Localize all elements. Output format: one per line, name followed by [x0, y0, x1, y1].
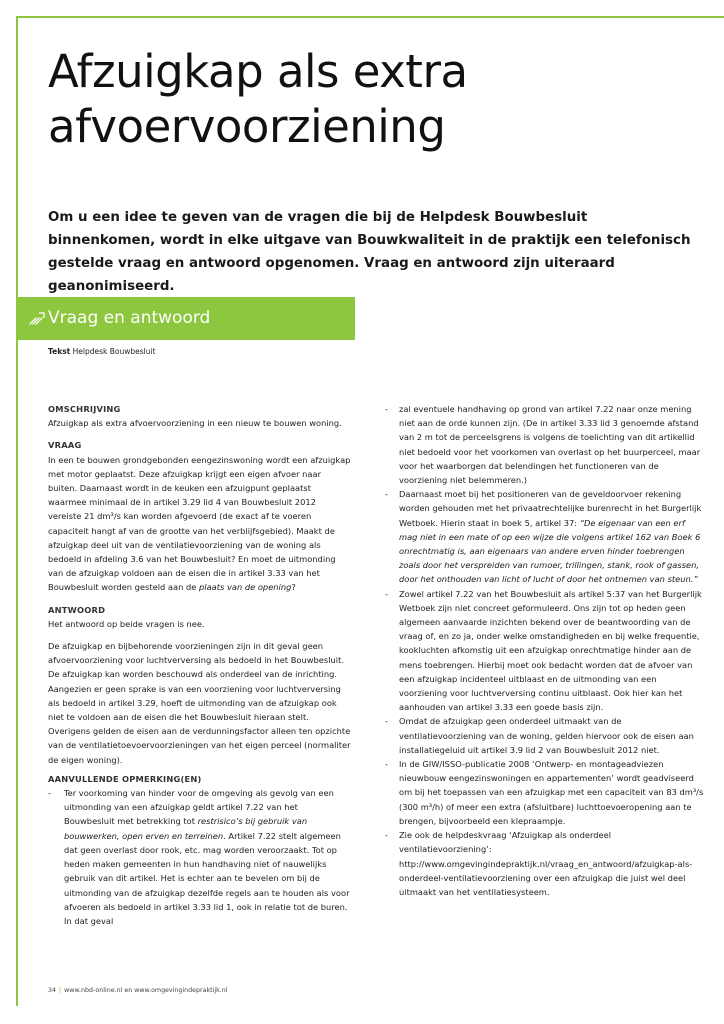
list-item: - Zowel artikel 7.22 van het Bouwbesluit als artikel 5:37 van het Burgerlijk Wetboek zijn niet concreet geformuleerd. Ons zijn tot op heden geen algemeen aanvaarde inzichten bekend over de beantwoording van de vraag of, en zo ja, onder welke omstandigheden en bij welke frequentie, kookluchten afkomstig uit een afzuigkap onrechtmatige hinder aan de mens toebrengen. Hierbij moet ook bedacht worden dat de afvoer van een afzuigkap incidenteel uitblaast en de uitmonding van een voorziening voor luchtverversing continu uitblaast. Ook hier kan het aanhouden van artikel 3.33 een goede basis zijn. [385, 587, 705, 715]
aanvullend-list-2 [385, 487, 705, 899]
antwoord-text-1: Het antwoord op beide vragen is nee. [48, 618, 205, 629]
list-item: - Omdat de afzuigkap geen onderdeel uitmaakt van de ventilatievoorziening van de woning, gelden hiervoor ook de eisen aan installatiegeluid uit artikel 3.9 lid 2 van Bouwbesluit 2012 niet. [385, 714, 705, 757]
intro-paragraph: Om u een idee te geven van de vragen die bij de Helpdesk Bouwbesluit binnenkomen, wordt in elke uitgave van Bouwkwaliteit in de praktijk een telefonisch gestelde vraag en antwoord opgenomen. Vraag en antwoord zijn uiteraard geanonimiseerd. [48, 210, 691, 294]
vraag-italic: plaats van de opening [199, 582, 292, 593]
heading-omschrijving: OMSCHRIJVING [48, 404, 121, 414]
aanvullend-list-continued [385, 402, 705, 487]
heading-aanvullend: AANVULLENDE OPMERKING(EN) [48, 773, 202, 784]
byline [48, 347, 156, 357]
leaf-arrows-icon [27, 309, 49, 329]
left-column [48, 402, 351, 928]
page-number: 34 [48, 987, 57, 994]
page-footer: 34 | www.nbd-online.nl en www.omgevingindepraktijk.nl [48, 987, 228, 994]
heading-antwoord: ANTWOORD [48, 604, 106, 615]
byline-label: Tekst [48, 347, 71, 356]
list-item-continued: - zal eventuele handhaving op grond van artikel 7.22 naar onze mening niet aan de orde kunnen zijn. (De in artikel 3.33 lid 3 genoemde afstand van 2 m tot de perceelsgrens is volgens de toelichting van dit artikellid niet bedoeld voor het voorkomen van overlast op het buurperceel, maar voor het waarborgen dat belendingen het functioneren van de voorziening niet belemmeren.) [385, 402, 705, 487]
title-line-2: afvoervoorziening [48, 100, 446, 153]
list-item: - Daarnaast moet bij het positioneren van de geveldoorvoer rekening worden gehouden met het privaatrechtelijke burenrecht in het Burgerlijk Wetboek. Hierin staat in boek 5, artikel 37: “De eigenaar van een erf mag niet in een mate of op een wijze die volgens artikel 162 van Boek 6 onrechtmatig is, aan eigenaars van andere erven hinder toebrengen zoals door het verspreiden van rumoer, trillingen, stank, rook of gassen, door het onthouden van licht of lucht of door het ontnemen van steun.” [385, 487, 705, 586]
byline-author: Helpdesk Bouwbesluit [72, 347, 156, 356]
aanvullend-list [48, 786, 351, 928]
vraag-text: In een te bouwen grondgebonden eengezinswoning wordt een afzuigkap met motor geplaatst. Deze afzuigkap krijgt een eigen afvoer naar buiten. Daarnaast wordt in de keuken een afzuigpunt geplaatst waarmee minimaal de in artikel 3.29 lid 4 van Bouwbesluit 2012 vereiste 21 dm³/s kan worden afgevoerd (de exact af te voeren capaciteit hangt af van de grootte van het verblijfsgebied). Maakt de afzuigkap deel uit van de ventilatievoorziening van de woning als bedoeld in afdeling 3.6 van het Bouwbesluit? En moet de uitmonding van de afzuigkap voldoen aan de eisen die in artikel 3.33 van het Bouwbesluit worden gesteld aan de plaats van de opening? [48, 454, 351, 593]
footer-websites: www.nbd-online.nl en www.omgevingindepraktijk.nl [64, 987, 228, 994]
heading-vraag: VRAAG [48, 440, 82, 451]
omschrijving-text: Afzuigkap als extra afvoervoorziening in een nieuw te bouwen woning. [48, 418, 342, 429]
burgerlijk-wetboek-quote: “De eigenaar van een erf mag niet in een mate of op een wijze die volgens artikel 162 van Boek 6 onrechtmatig is, aan eigenaars van andere erven hinder toebrengen zoals door het verspreiden van rumoer, trillingen, stank, rook of gassen, door het onthouden van licht of lucht of door het ontnemen van steun.” [399, 517, 701, 585]
antwoord-text-2: De afzuigkap en bijbehorende voorzieningen zijn in dit geval geen afvoervoorziening voor luchtverversing als bedoeld in het Bouwbesluit. De afzuigkap kan worden beschouwd als onderdeel van de inrichting. Aangezien er geen sprake is van een voorziening voor luchtverversing als bedoeld in artikel 3.29, hoeft de uitmonding van de afzuigkap ook niet te voldoen aan de eisen die het Bouwbesluit hieraan stelt. Overigens gelden de eisen aan de verdunningsfactor alleen ten opzichte van de ventilatietoevoervoorzieningen van het eigen perceel (normaliter de eigen woning). [48, 641, 351, 765]
page-title [48, 44, 698, 154]
list-item: - Zie ook de helpdeskvraag ‘Afzuigkap als onderdeel ventilatievoorziening’: http://www.omgevingindepraktijk.nl/vraag_en_antwoord/afzuigkap-als-onderdeel-ventilatievoorziening over een afzuigkap die juist wel deel uitmaakt van het ventilatiesysteem. [385, 828, 705, 899]
list-item: - In de GIW/ISSO-publicatie 2008 ‘Ontwerp- en montageadviezen nieuwbouw eengezinswoningen en appartementen’ wordt geadviseerd om bij het toepassen van een afzuigkap met een capaciteit van 83 dm³/s (300 m³/h) of meer een extra (afsluitbare) luchttoevoeropening aan te brengen, bijvoorbeeld een klepraampje. [385, 757, 705, 828]
frame-top-rule [16, 16, 724, 18]
right-column [385, 402, 705, 899]
title-line-1: Afzuigkap als extra [48, 45, 468, 98]
frame-left-rule [16, 16, 18, 1006]
list-item: - Ter voorkoming van hinder voor de omgeving als gevolg van een uitmonding van een afzuigkap geldt artikel 7.22 van het Bouwbesluit met betrekking tot restrisico’s bij gebruik van bouwwerken, open erven en terreinen. Artikel 7.22 stelt algemeen dat geen overlast door rook, etc. mag worden veroorzaakt. Tot op heden maken gemeenten in hun handhaving niet of nauwelijks gebruik van dit artikel. Het is echter aan te bevelen om bij de uitmonding van de afzuigkap dezelfde regels aan te houden als voor afvoeren als bedoeld in artikel 3.33 lid 1, ook in relatie tot de buren. In dat geval [48, 786, 351, 928]
section-banner [18, 297, 355, 340]
section-banner-label: Vraag en antwoord [48, 308, 211, 328]
